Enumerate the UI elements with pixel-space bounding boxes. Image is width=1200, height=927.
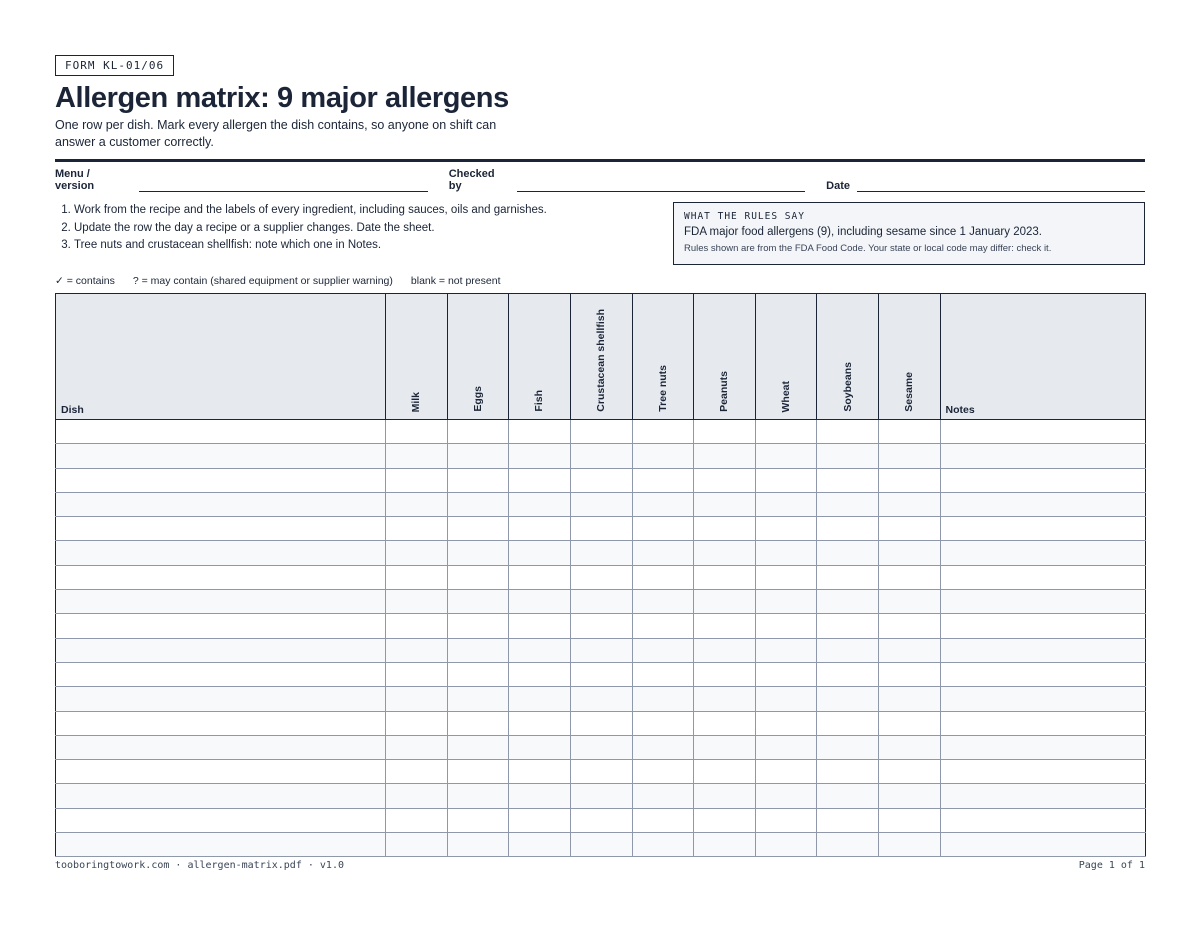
notes-cell[interactable] xyxy=(940,735,1146,759)
dish-cell[interactable] xyxy=(56,541,386,565)
notes-cell[interactable] xyxy=(940,711,1146,735)
allergen-cell[interactable] xyxy=(879,833,941,857)
allergen-cell[interactable] xyxy=(632,420,694,444)
allergen-cell[interactable] xyxy=(509,833,571,857)
allergen-cell[interactable] xyxy=(694,784,756,808)
table-row xyxy=(56,492,1146,516)
allergen-column-header xyxy=(386,294,448,420)
allergen-cell[interactable] xyxy=(694,517,756,541)
page-subtitle: One row per dish. Mark every allergen the dish contains, so anyone on shift can answer a customer correctly. xyxy=(55,118,497,149)
allergen-cell[interactable] xyxy=(817,833,879,857)
notes-cell[interactable] xyxy=(940,760,1146,784)
allergen-cell[interactable] xyxy=(755,760,817,784)
instructions-row xyxy=(55,202,1145,265)
allergen-cell[interactable] xyxy=(755,784,817,808)
allergen-cell[interactable] xyxy=(817,784,879,808)
table-row xyxy=(56,614,1146,638)
table-row xyxy=(56,565,1146,589)
allergen-cell[interactable] xyxy=(509,541,571,565)
dish-column-header: Dish xyxy=(56,294,386,420)
allergen-cell[interactable] xyxy=(386,444,448,468)
allergen-cell[interactable] xyxy=(632,760,694,784)
allergen-cell[interactable] xyxy=(386,760,448,784)
dish-cell[interactable] xyxy=(56,517,386,541)
allergen-cell[interactable] xyxy=(632,808,694,832)
allergen-cell[interactable] xyxy=(509,760,571,784)
allergen-cell[interactable] xyxy=(817,517,879,541)
allergen-cell[interactable] xyxy=(632,565,694,589)
legend xyxy=(55,275,1145,289)
legend-may-contain: ? = may contain (shared equipment or supplier warning) xyxy=(132,275,393,287)
allergen-cell[interactable] xyxy=(509,735,571,759)
date-label: Date xyxy=(826,180,850,192)
allergen-label-fish: Fish xyxy=(533,390,546,412)
table-row xyxy=(56,517,1146,541)
allergen-cell[interactable] xyxy=(632,492,694,516)
allergen-cell[interactable] xyxy=(632,541,694,565)
page-footer xyxy=(55,860,1145,871)
allergen-cell[interactable] xyxy=(570,614,632,638)
table-row xyxy=(56,711,1146,735)
allergen-cell[interactable] xyxy=(509,784,571,808)
allergen-cell[interactable] xyxy=(447,614,509,638)
dish-cell[interactable] xyxy=(56,687,386,711)
dish-cell[interactable] xyxy=(56,492,386,516)
table-row xyxy=(56,735,1146,759)
allergen-cell[interactable] xyxy=(879,590,941,614)
instruction-step: 2. Update the row the day a recipe or a supplier changes. Date the sheet. xyxy=(74,220,547,238)
allergen-cell[interactable] xyxy=(570,833,632,857)
allergen-label-soybeans: Soybeans xyxy=(841,362,854,412)
allergen-cell[interactable] xyxy=(755,468,817,492)
allergen-cell[interactable] xyxy=(632,614,694,638)
allergen-cell[interactable] xyxy=(447,517,509,541)
allergen-column-header xyxy=(632,294,694,420)
rules-box-text: FDA major food allergens (9), including sesame since 1 January 2023. xyxy=(684,226,1042,238)
allergen-cell[interactable] xyxy=(447,590,509,614)
allergen-cell[interactable] xyxy=(817,662,879,686)
allergen-cell[interactable] xyxy=(570,735,632,759)
allergen-cell[interactable] xyxy=(632,833,694,857)
allergen-cell[interactable] xyxy=(447,420,509,444)
allergen-cell[interactable] xyxy=(879,711,941,735)
allergen-cell[interactable] xyxy=(386,808,448,832)
allergen-label-tree-nuts: Tree nuts xyxy=(656,365,669,412)
allergen-cell[interactable] xyxy=(817,541,879,565)
table-header-row xyxy=(56,294,1146,420)
allergen-cell[interactable] xyxy=(755,590,817,614)
allergen-column-header xyxy=(817,294,879,420)
allergen-cell[interactable] xyxy=(817,808,879,832)
allergen-cell[interactable] xyxy=(570,492,632,516)
dish-cell[interactable] xyxy=(56,711,386,735)
allergen-cell[interactable] xyxy=(632,662,694,686)
notes-cell[interactable] xyxy=(940,468,1146,492)
allergen-cell[interactable] xyxy=(755,444,817,468)
allergen-cell[interactable] xyxy=(570,420,632,444)
menu-version-field xyxy=(55,168,428,192)
allergen-cell[interactable] xyxy=(386,541,448,565)
allergen-cell[interactable] xyxy=(632,638,694,662)
allergen-cell[interactable] xyxy=(570,444,632,468)
allergen-cell[interactable] xyxy=(386,517,448,541)
allergen-cell[interactable] xyxy=(447,735,509,759)
allergen-cell[interactable] xyxy=(755,711,817,735)
allergen-cell[interactable] xyxy=(755,662,817,686)
allergen-cell[interactable] xyxy=(386,590,448,614)
allergen-cell[interactable] xyxy=(694,541,756,565)
date-input-line[interactable] xyxy=(857,178,1145,192)
allergen-cell[interactable] xyxy=(570,662,632,686)
allergen-cell[interactable] xyxy=(447,492,509,516)
rules-box-note: Rules shown are from the FDA Food Code. Your state or local code may differ: check it. xyxy=(684,243,1052,254)
footer-page-number: Page 1 of 1 xyxy=(1078,860,1145,871)
dish-cell[interactable] xyxy=(56,614,386,638)
allergen-label-sesame: Sesame xyxy=(903,372,916,412)
legend-blank: blank = not present xyxy=(410,275,501,287)
allergen-cell[interactable] xyxy=(386,687,448,711)
allergen-cell[interactable] xyxy=(509,420,571,444)
allergen-cell[interactable] xyxy=(570,590,632,614)
allergen-cell[interactable] xyxy=(879,638,941,662)
allergen-cell[interactable] xyxy=(632,711,694,735)
allergen-cell[interactable] xyxy=(447,833,509,857)
allergen-cell[interactable] xyxy=(817,590,879,614)
allergen-cell[interactable] xyxy=(509,468,571,492)
dish-cell[interactable] xyxy=(56,833,386,857)
allergen-matrix-table xyxy=(55,293,1146,857)
allergen-cell[interactable] xyxy=(570,711,632,735)
allergen-cell[interactable] xyxy=(570,687,632,711)
allergen-cell[interactable] xyxy=(632,590,694,614)
menu-version-input-line[interactable] xyxy=(139,178,428,192)
allergen-cell[interactable] xyxy=(694,760,756,784)
allergen-cell[interactable] xyxy=(694,590,756,614)
allergen-cell[interactable] xyxy=(817,444,879,468)
allergen-cell[interactable] xyxy=(632,784,694,808)
allergen-cell[interactable] xyxy=(694,662,756,686)
table-row xyxy=(56,444,1146,468)
allergen-cell[interactable] xyxy=(755,565,817,589)
table-row xyxy=(56,687,1146,711)
allergen-cell[interactable] xyxy=(632,444,694,468)
allergen-cell[interactable] xyxy=(755,833,817,857)
table-row xyxy=(56,833,1146,857)
notes-cell[interactable] xyxy=(940,444,1146,468)
notes-cell[interactable] xyxy=(940,590,1146,614)
notes-cell[interactable] xyxy=(940,687,1146,711)
allergen-cell[interactable] xyxy=(755,492,817,516)
dish-cell[interactable] xyxy=(56,565,386,589)
allergen-cell[interactable] xyxy=(879,541,941,565)
allergen-cell[interactable] xyxy=(755,517,817,541)
notes-cell[interactable] xyxy=(940,565,1146,589)
allergen-cell[interactable] xyxy=(386,614,448,638)
allergen-cell[interactable] xyxy=(386,662,448,686)
allergen-cell[interactable] xyxy=(694,687,756,711)
allergen-cell[interactable] xyxy=(570,541,632,565)
allergen-cell[interactable] xyxy=(570,784,632,808)
legend-contains: ✓ = contains xyxy=(55,275,115,287)
footer-source: tooboringtowork.com · allergen-matrix.pdf · v1.0 xyxy=(55,860,344,871)
allergen-cell[interactable] xyxy=(386,638,448,662)
allergen-cell[interactable] xyxy=(879,517,941,541)
notes-cell[interactable] xyxy=(940,420,1146,444)
dish-cell[interactable] xyxy=(56,420,386,444)
allergen-cell[interactable] xyxy=(570,565,632,589)
allergen-cell[interactable] xyxy=(386,565,448,589)
allergen-cell[interactable] xyxy=(447,444,509,468)
allergen-cell[interactable] xyxy=(755,541,817,565)
allergen-cell[interactable] xyxy=(879,468,941,492)
instruction-step: 3. Tree nuts and crustacean shellfish: note which one in Notes. xyxy=(74,237,547,255)
allergen-cell[interactable] xyxy=(879,760,941,784)
table-row xyxy=(56,541,1146,565)
notes-cell[interactable] xyxy=(940,662,1146,686)
allergen-cell[interactable] xyxy=(817,735,879,759)
allergen-column-header xyxy=(447,294,509,420)
dish-cell[interactable] xyxy=(56,638,386,662)
allergen-cell[interactable] xyxy=(817,711,879,735)
checked-by-label: Checked by xyxy=(448,168,495,192)
allergen-cell[interactable] xyxy=(817,760,879,784)
allergen-cell[interactable] xyxy=(632,468,694,492)
allergen-cell[interactable] xyxy=(509,492,571,516)
dish-cell[interactable] xyxy=(56,808,386,832)
allergen-cell[interactable] xyxy=(817,614,879,638)
allergen-column-header xyxy=(570,294,632,420)
allergen-cell[interactable] xyxy=(755,735,817,759)
allergen-cell[interactable] xyxy=(694,492,756,516)
allergen-cell[interactable] xyxy=(632,735,694,759)
allergen-cell[interactable] xyxy=(879,614,941,638)
table-row xyxy=(56,638,1146,662)
allergen-cell[interactable] xyxy=(509,808,571,832)
allergen-cell[interactable] xyxy=(386,833,448,857)
allergen-cell[interactable] xyxy=(879,687,941,711)
allergen-cell[interactable] xyxy=(447,760,509,784)
table-row xyxy=(56,468,1146,492)
allergen-column-header xyxy=(879,294,941,420)
allergen-cell[interactable] xyxy=(570,517,632,541)
checked-by-input-line[interactable] xyxy=(517,178,805,192)
dish-cell[interactable] xyxy=(56,784,386,808)
allergen-column-header xyxy=(509,294,571,420)
rules-box xyxy=(673,202,1145,265)
allergen-cell[interactable] xyxy=(694,638,756,662)
allergen-cell[interactable] xyxy=(694,711,756,735)
allergen-cell[interactable] xyxy=(386,784,448,808)
dish-cell[interactable] xyxy=(56,662,386,686)
allergen-cell[interactable] xyxy=(509,614,571,638)
header-rule xyxy=(55,159,1145,162)
notes-cell[interactable] xyxy=(940,784,1146,808)
dish-cell[interactable] xyxy=(56,468,386,492)
notes-cell[interactable] xyxy=(940,492,1146,516)
allergen-cell[interactable] xyxy=(755,638,817,662)
allergen-cell[interactable] xyxy=(694,833,756,857)
allergen-cell[interactable] xyxy=(817,565,879,589)
allergen-cell[interactable] xyxy=(879,808,941,832)
allergen-cell[interactable] xyxy=(694,808,756,832)
allergen-cell[interactable] xyxy=(447,784,509,808)
allergen-cell[interactable] xyxy=(447,711,509,735)
allergen-label-crustacean-shellfish: Crustacean shellfish xyxy=(595,309,607,412)
allergen-cell[interactable] xyxy=(879,662,941,686)
notes-cell[interactable] xyxy=(940,808,1146,832)
table-row xyxy=(56,590,1146,614)
dish-cell[interactable] xyxy=(56,735,386,759)
allergen-cell[interactable] xyxy=(447,541,509,565)
allergen-cell[interactable] xyxy=(447,808,509,832)
table-row xyxy=(56,662,1146,686)
allergen-cell[interactable] xyxy=(817,687,879,711)
allergen-cell[interactable] xyxy=(447,662,509,686)
allergen-cell[interactable] xyxy=(879,565,941,589)
allergen-label-wheat: Wheat xyxy=(779,380,792,412)
allergen-cell[interactable] xyxy=(447,468,509,492)
allergen-cell[interactable] xyxy=(509,565,571,589)
allergen-cell[interactable] xyxy=(632,517,694,541)
dish-cell[interactable] xyxy=(56,590,386,614)
instruction-step: 1. Work from the recipe and the labels of every ingredient, including sauces, oils and garnishes. xyxy=(74,202,547,220)
allergen-cell[interactable] xyxy=(386,735,448,759)
allergen-cell[interactable] xyxy=(570,808,632,832)
allergen-cell[interactable] xyxy=(755,420,817,444)
allergen-cell[interactable] xyxy=(879,735,941,759)
allergen-cell[interactable] xyxy=(570,638,632,662)
dish-cell[interactable] xyxy=(56,760,386,784)
allergen-cell[interactable] xyxy=(755,614,817,638)
table-row xyxy=(56,420,1146,444)
allergen-cell[interactable] xyxy=(570,760,632,784)
allergen-column-header xyxy=(694,294,756,420)
allergen-cell[interactable] xyxy=(755,687,817,711)
allergen-label-eggs: Eggs xyxy=(471,386,484,412)
allergen-cell[interactable] xyxy=(879,444,941,468)
allergen-cell[interactable] xyxy=(817,492,879,516)
notes-column-header: Notes xyxy=(940,294,1146,420)
allergen-column-header xyxy=(755,294,817,420)
page-title: Allergen matrix: 9 major allergens xyxy=(55,82,509,114)
allergen-label-milk: Milk xyxy=(410,391,423,412)
allergen-cell[interactable] xyxy=(509,662,571,686)
allergen-cell[interactable] xyxy=(632,687,694,711)
dish-cell[interactable] xyxy=(56,444,386,468)
allergen-cell[interactable] xyxy=(447,687,509,711)
allergen-cell[interactable] xyxy=(879,492,941,516)
allergen-cell[interactable] xyxy=(879,784,941,808)
allergen-cell[interactable] xyxy=(447,638,509,662)
sign-off-fields xyxy=(55,168,1145,192)
table-row xyxy=(56,760,1146,784)
allergen-cell[interactable] xyxy=(386,492,448,516)
allergen-cell[interactable] xyxy=(570,468,632,492)
allergen-cell[interactable] xyxy=(817,468,879,492)
allergen-cell[interactable] xyxy=(817,420,879,444)
allergen-cell[interactable] xyxy=(509,517,571,541)
allergen-cell[interactable] xyxy=(509,638,571,662)
instruction-list xyxy=(55,202,547,265)
checked-by-field xyxy=(449,168,805,192)
notes-cell[interactable] xyxy=(940,614,1146,638)
notes-cell[interactable] xyxy=(940,541,1146,565)
allergen-cell[interactable] xyxy=(694,614,756,638)
allergen-cell[interactable] xyxy=(386,468,448,492)
allergen-cell[interactable] xyxy=(694,444,756,468)
allergen-cell[interactable] xyxy=(509,444,571,468)
allergen-cell[interactable] xyxy=(386,420,448,444)
allergen-label-peanuts: Peanuts xyxy=(718,371,731,412)
rules-box-heading: WHAT THE RULES SAY xyxy=(684,211,805,222)
notes-cell[interactable] xyxy=(940,517,1146,541)
allergen-cell[interactable] xyxy=(694,468,756,492)
allergen-cell[interactable] xyxy=(509,687,571,711)
table-row xyxy=(56,784,1146,808)
notes-cell[interactable] xyxy=(940,833,1146,857)
allergen-form-page xyxy=(55,55,1145,857)
allergen-cell[interactable] xyxy=(694,565,756,589)
menu-version-label: Menu / version xyxy=(55,168,95,192)
table-body xyxy=(56,420,1146,857)
allergen-cell[interactable] xyxy=(694,735,756,759)
date-field xyxy=(826,178,1145,192)
allergen-cell[interactable] xyxy=(879,420,941,444)
table-row xyxy=(56,808,1146,832)
form-id-badge: FORM KL-01/06 xyxy=(55,55,174,76)
allergen-cell[interactable] xyxy=(694,420,756,444)
allergen-cell[interactable] xyxy=(509,711,571,735)
allergen-cell[interactable] xyxy=(817,638,879,662)
notes-cell[interactable] xyxy=(940,638,1146,662)
allergen-cell[interactable] xyxy=(386,711,448,735)
allergen-cell[interactable] xyxy=(447,565,509,589)
allergen-cell[interactable] xyxy=(755,808,817,832)
allergen-cell[interactable] xyxy=(509,590,571,614)
